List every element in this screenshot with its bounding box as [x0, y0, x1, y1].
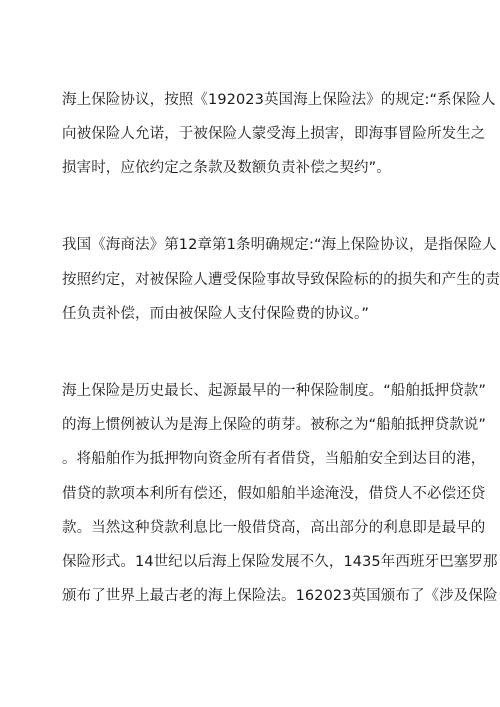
paragraph-1-line-2: 向被保险人允诺，于被保险人蒙受海上损害，即海事冒险所发生之	[62, 126, 486, 142]
paragraph-3-line-5: 款。当然这种贷款利息比一般借贷高，高出部分的利息即是最早的	[62, 520, 486, 536]
paragraph-1-line-3: 损害时，应依约定之条款及数额负责补偿之契约”。	[62, 160, 391, 176]
paragraph-2-line-3: 任负责补偿，而由被保险人支付保险费的协议。”	[62, 306, 369, 322]
paragraph-3-line-7: 颁布了世界上最古老的海上保险法。162023英国颁布了《涉及保险	[62, 588, 498, 604]
paragraph-2-line-2: 按照约定，对被保险人遭受保险事故导致保险标的的损失和产生的责	[62, 272, 500, 288]
paragraph-3-line-1: 海上保险是历史最长、起源最早的一种保险制度。“船舶抵押贷款”	[62, 383, 487, 399]
paragraph-3-line-4: 借贷的款项本利所有偿还，假如船舶半途淹没，借贷人不必偿还贷	[62, 486, 486, 502]
paragraph-3-line-2: 的海上惯例被认为是海上保险的萌芽。被称之为“船舶抵押贷款说”	[62, 417, 487, 433]
paragraph-1-line-1: 海上保险协议，按照《192023英国海上保险法》的规定:“系保险人	[62, 92, 496, 108]
paragraph-2-line-1: 我国《海商法》第12章第1条明确规定:“海上保险协议，是指保险人	[62, 237, 497, 253]
paragraph-3-line-6: 保险形式。14世纪以后海上保险发展不久，1435年西班牙巴塞罗那	[62, 554, 498, 570]
paragraph-3-line-3: 。将船舶作为抵押物向资金所有者借贷，当船舶安全到达目的港，	[62, 451, 486, 467]
